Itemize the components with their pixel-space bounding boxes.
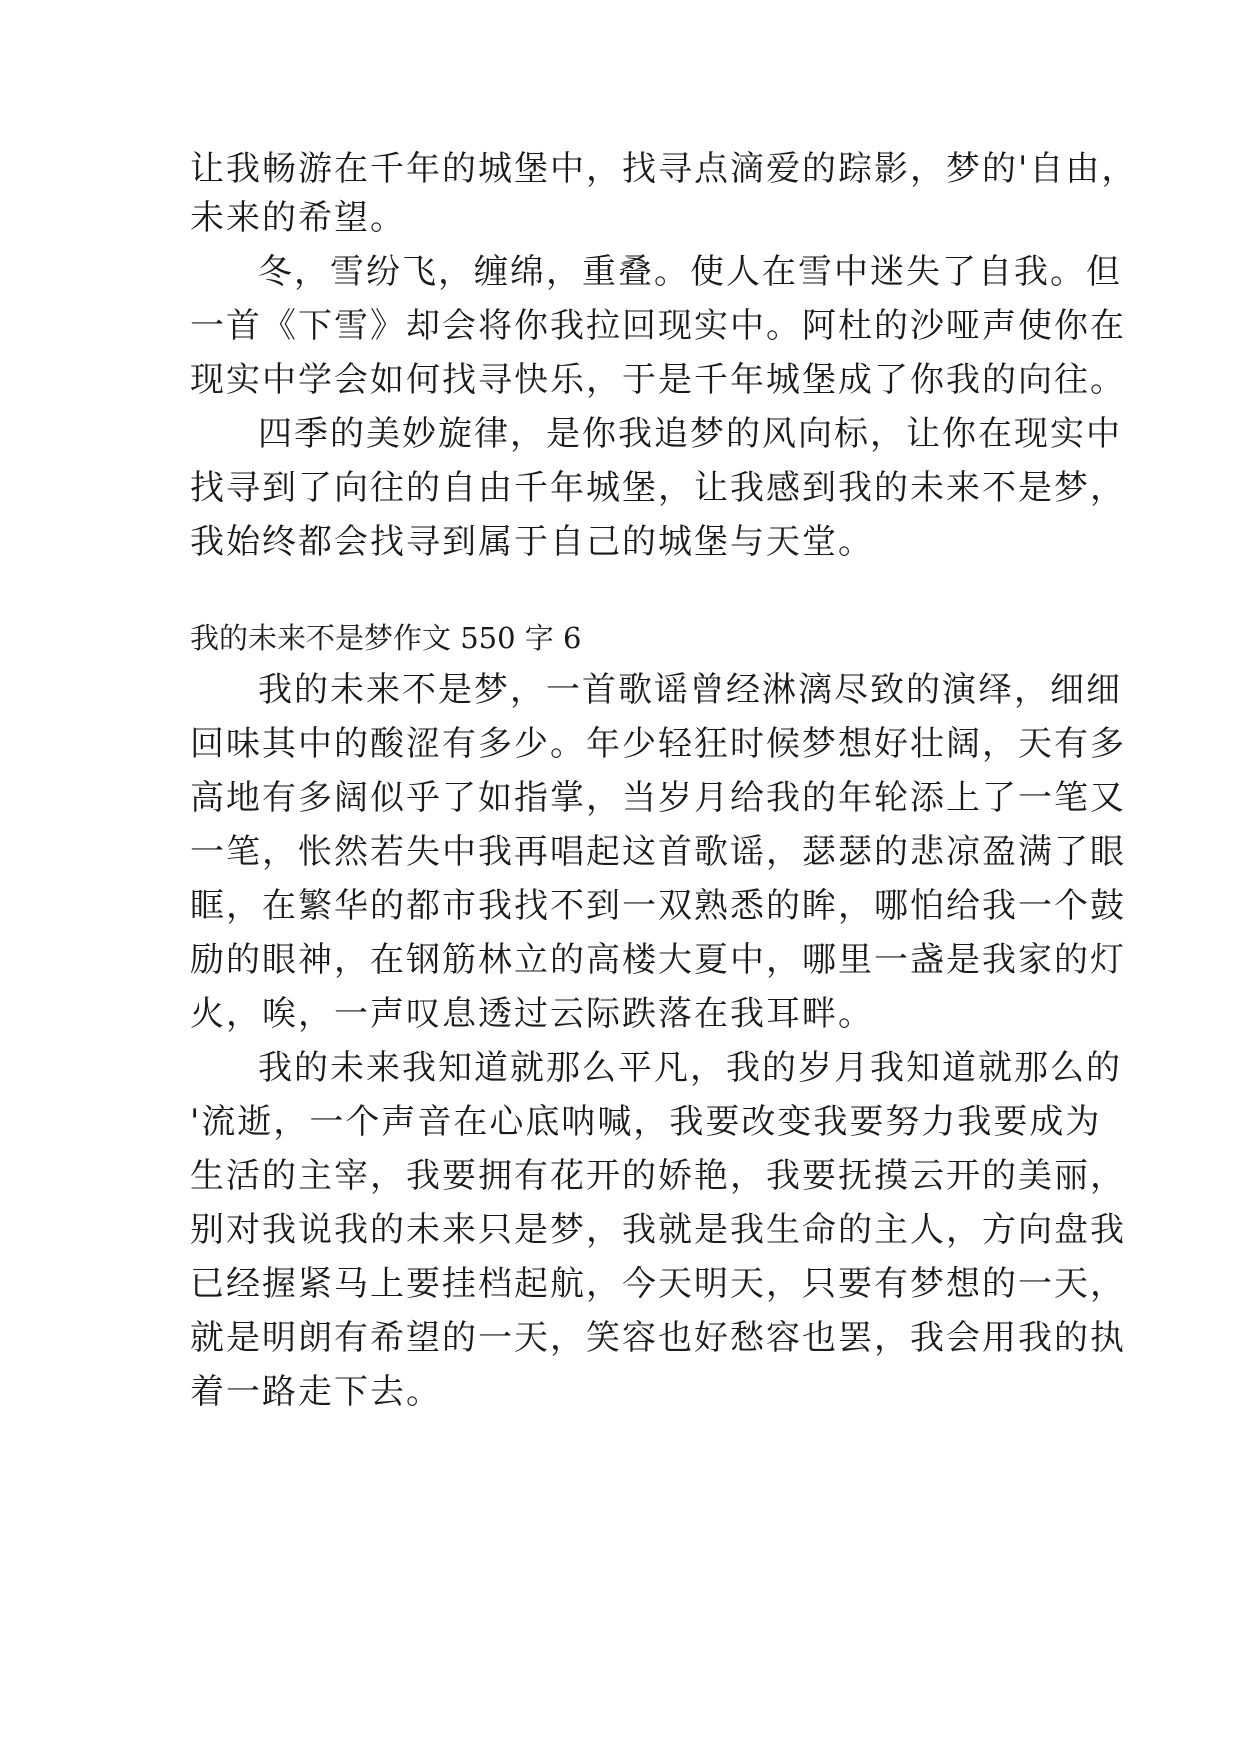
text-line: 生活的主宰，我要拥有花开的娇艳，我要抚摸云开的美丽， xyxy=(190,1156,1126,1196)
section-heading: 我的未来不是梦作文 550 字 6 xyxy=(190,621,582,655)
text-line: 已经握紧马上要挂档起航，今天明天，只要有梦想的一天， xyxy=(190,1264,1126,1304)
text-line: 冬，雪纷飞，缠绵，重叠。使人在雪中迷失了自我。但 xyxy=(258,252,1122,292)
text-line: 回味其中的酸涩有多少。年少轻狂时候梦想好壮阔，天有多 xyxy=(190,724,1126,764)
text-line: 未来的希望。 xyxy=(190,198,406,238)
text-line: 我始终都会找寻到属于自己的城堡与天堂。 xyxy=(190,522,874,562)
text-line: 着一路走下去。 xyxy=(190,1372,442,1412)
text-line: 我的未来我知道就那么平凡，我的岁月我知道就那么的 xyxy=(258,1048,1122,1088)
text-line: 我的未来不是梦，一首歌谣曾经淋漓尽致的演绎，细细 xyxy=(258,670,1122,710)
text-line: 四季的美妙旋律，是你我追梦的风向标，让你在现实中 xyxy=(258,414,1122,454)
text-line: 励的眼神，在钢筋林立的高楼大夏中，哪里一盏是我家的灯 xyxy=(190,940,1126,980)
text-line: 高地有多阔似乎了如指掌，当岁月给我的年轮添上了一笔又 xyxy=(190,778,1126,818)
text-line: '流逝，一个声音在心底呐喊，我要改变我要努力我要成为 xyxy=(190,1102,1102,1142)
text-line: 火，唉，一声叹息透过云际跌落在我耳畔。 xyxy=(190,994,874,1034)
text-line: 一首《下雪》却会将你我拉回现实中。阿杜的沙哑声使你在 xyxy=(190,306,1126,346)
text-line: 让我畅游在千年的城堡中，找寻点滴爱的踪影，梦的'自由， xyxy=(190,149,1138,189)
text-line: 一笔，怅然若失中我再唱起这首歌谣，瑟瑟的悲凉盈满了眼 xyxy=(190,832,1126,872)
text-line: 眶，在繁华的都市我找不到一双熟悉的眸，哪怕给我一个鼓 xyxy=(190,886,1126,926)
text-line: 别对我说我的未来只是梦，我就是我生命的主人，方向盘我 xyxy=(190,1210,1126,1250)
text-line: 现实中学会如何找寻快乐，于是千年城堡成了你我的向往。 xyxy=(190,360,1126,400)
text-line: 就是明朗有希望的一天，笑容也好愁容也罢，我会用我的执 xyxy=(190,1318,1126,1358)
text-line: 找寻到了向往的自由千年城堡，让我感到我的未来不是梦， xyxy=(190,468,1126,508)
